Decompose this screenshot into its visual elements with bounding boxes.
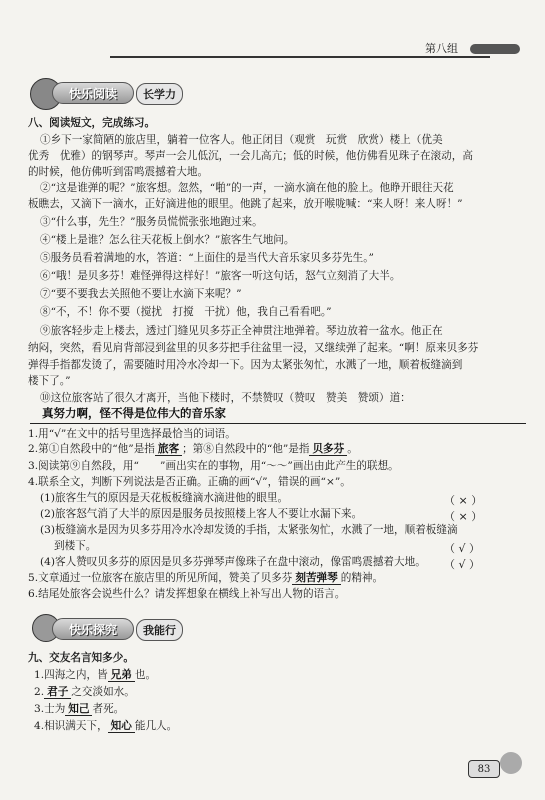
quote-answer: 知心 xyxy=(108,720,135,733)
judgement-1-mark: （ × ） xyxy=(444,494,483,507)
judgement-1: (1)旅客生气的原因是天花板板缝滴水滴进他的眼里。 xyxy=(40,492,289,504)
footer-decoration-icon xyxy=(500,752,522,774)
banner-happy-explore: 快乐探究 xyxy=(52,618,134,640)
quote-answer: 知己 xyxy=(65,703,92,716)
answer-diligent-playing: 刻苦弹琴 xyxy=(292,572,340,585)
question-1: 1.用“√”在文中的括号里选择最恰当的词语。 xyxy=(28,428,236,440)
para-line: 的时候，他仿佛听到雷鸣震撼着大地。 xyxy=(28,166,209,178)
answer-line xyxy=(30,423,526,424)
question-2: 2.第①自然段中的“他”是指 旅客 ；第⑧自然段中的“他”是指 贝多芬 。 xyxy=(28,443,358,455)
para-line: 弹得手指都发烫了，需要随时用冷水冷却一下。因为太紧张匆忙，水溅了一地，顺着板缝滴到 xyxy=(28,359,463,371)
judgement-4-mark: （ √ ） xyxy=(444,558,481,571)
para-line: ⑩这位旅客站了很久才离开，当他下楼时，不禁赞叹（赞叹 赞美 赞颂）道： xyxy=(40,392,411,404)
para-line: ⑤服务员看着满地的水，答道：“上面住的是当代大音乐家贝多芬先生。” xyxy=(40,252,374,264)
answer-beethoven: 贝多芬 xyxy=(309,443,347,456)
pencil-icon xyxy=(470,44,520,54)
question-3: 3.阅读第⑨自然段，用“ ”画出实在的事物，用“～～”画出由此产生的联想。 xyxy=(28,460,399,472)
quote-item: 3.士为 知己 者死。 xyxy=(34,703,125,715)
answer-traveler: 旅客 xyxy=(155,443,182,456)
para-line: ①乡下一家简陋的旅店里，躺着一位客人。他正闭目（观赏 玩赏 欣赏）楼上（优美 xyxy=(40,134,443,146)
para-line: ⑨旅客轻步走上楼去，透过门缝见贝多芬正全神贯注地弹着。琴边放着一盆水。他正在 xyxy=(40,325,443,337)
para-line: ⑦“要不要我去关照他不要让水滴下来呢？” xyxy=(40,288,242,300)
question-6: 6.结尾处旅客会说些什么？请发挥想象在横线上补写出人物的语言。 xyxy=(28,588,346,600)
para-line: 纳闷，突然，看见肩背部浸到盆里的贝多芬把手往盆里一浸，又继续弹了起来。“啊！原来贝多芬 xyxy=(28,342,479,354)
header-rule xyxy=(110,56,490,58)
question-4: 4.联系全文，判断下列说法是否正确。正确的画“√”，错误的画“×”。 xyxy=(28,476,351,488)
judgement-2-mark: （ × ） xyxy=(444,510,483,523)
para-line: ④“楼上是谁？怎么往天花板上倒水？”旅客生气地问。 xyxy=(40,234,295,246)
para-line: ⑧“不，不！你不要（搅扰 打搅 干扰）他，我自己看看吧。” xyxy=(40,306,332,318)
badge-i-can: 我能行 xyxy=(136,619,183,641)
quote-item: 2. 君子 之交淡如水。 xyxy=(34,686,135,698)
judgement-2: (2)旅客怒气消了大半的原因是服务员按照楼上客人不要让水漏下来。 xyxy=(40,508,363,520)
judgement-3-mark: （ √ ） xyxy=(444,542,481,555)
para-line: 板瞧去，又滴下一滴水，正好滴进他的眼里。他跳了起来，放开喉咙喊：“来人呀！来人呀！” xyxy=(28,198,463,210)
badge-grow-ability: 长学力 xyxy=(136,83,183,105)
question-5: 5.文章通过一位旅客在旅店里的所见所闻，赞美了贝多芬 刻苦弹琴 的精神。 xyxy=(28,572,384,584)
section-9-title: 九、交友名言知多少。 xyxy=(28,652,134,664)
quote-item: 1.四海之内，皆 兄弟 也。 xyxy=(34,669,157,681)
handwritten-answer: 真努力啊，怪不得是位伟大的音乐家 xyxy=(42,406,226,420)
judgement-3: (3)板缝滴水是因为贝多芬用冷水冷却发烫的手指，太紧张匆忙，水溅了一地，顺着板缝滴 xyxy=(40,524,458,536)
judgement-3-cont: 到楼下。 xyxy=(54,540,97,552)
quote-answer: 君子 xyxy=(44,686,71,699)
judgement-4: (4)客人赞叹贝多芬的原因是贝多芬弹琴声像珠子在盘中滚动，像雷鸣震撼着大地。 xyxy=(40,556,426,568)
page-number-badge xyxy=(468,760,500,778)
para-line: ③“什么事，先生？”服务员慌慌张张地跑过来。 xyxy=(40,216,263,228)
section-8-title: 八、阅读短文，完成练习。 xyxy=(28,117,156,129)
group-label: 第八组 xyxy=(425,42,458,55)
page-number: 83 xyxy=(477,763,491,775)
para-line: ⑥“哦！是贝多芬！难怪弹得这样好！”旅客一听这句话，怒气立刻消了大半。 xyxy=(40,270,401,282)
para-line: 优秀 优雅）的钢琴声。琴声一会儿低沉，一会儿高亢；低的时候，他仿佛看见珠子在滚动，高 xyxy=(28,150,473,162)
para-line: 楼下了。” xyxy=(28,375,71,387)
banner-happy-reading: 快乐阅读 xyxy=(52,82,134,104)
para-line: ②“这是谁弹的呢？”旅客想。忽然，“啪”的一声，一滴水滴在他的脸上。他睁开眼往天花 xyxy=(40,182,454,194)
quote-item: 4.相识满天下， 知心 能几人。 xyxy=(34,720,178,732)
quote-answer: 兄弟 xyxy=(108,669,135,682)
